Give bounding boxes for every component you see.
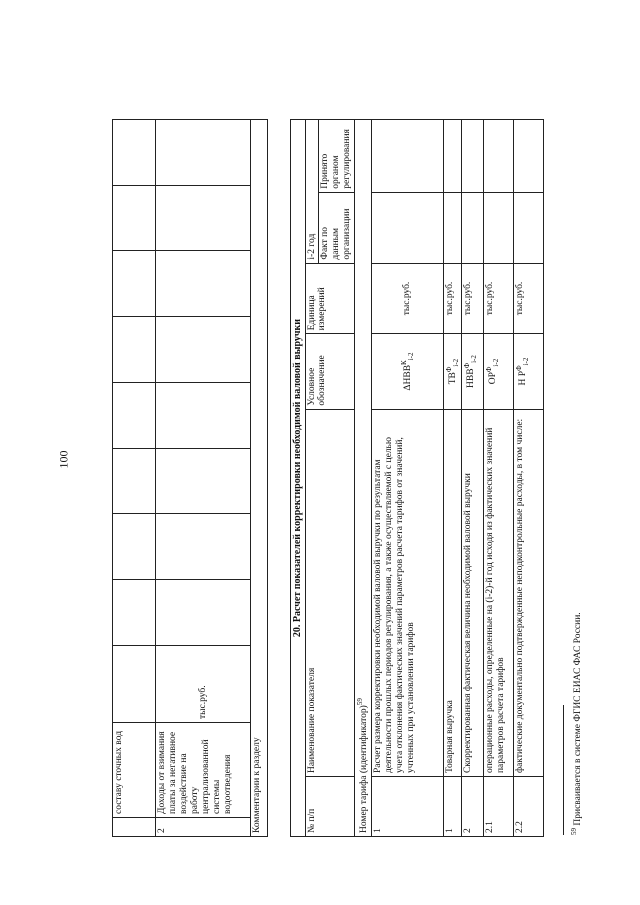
symbol-sup: Ф <box>463 362 472 369</box>
cell-unit: тыс.руб. <box>372 263 444 334</box>
cell-num: 1 <box>372 777 444 837</box>
cell-unit: тыс.руб. <box>484 263 514 334</box>
cell-name: составу сточных вод <box>113 723 156 818</box>
cell-empty <box>156 251 251 317</box>
cell-symbol <box>372 334 444 409</box>
cell-empty <box>113 448 156 514</box>
symbol-text: ОР <box>488 372 499 385</box>
symbol-sup: К <box>400 360 409 365</box>
cell-num: 2.1 <box>484 777 514 837</box>
cell-name: Расчет размера корректировки необходимой валовой выручки по результатам деятельности прошлых периодов регулирования, а также осуществляемой с целью учета отклонения фактических значений параметров расчета тарифов от значений, учтенных при установлении тарифов <box>372 409 444 776</box>
symbol-sup: Ф <box>485 366 494 373</box>
footnote-text: Присваивается в системе ФГИС ЕИАС ФАС России. <box>573 612 584 826</box>
cell-name: операционные расходы, определенные на (i-2)-й год исходя из фактических значений параметров расчета тарифов <box>484 409 514 776</box>
header-symbol: Условное обозначение <box>305 334 355 409</box>
cell-empty <box>156 185 251 251</box>
table-row <box>462 120 484 837</box>
symbol-sub: i-2 <box>452 358 461 367</box>
symbol-text: НВВ <box>466 368 477 388</box>
cell-empty <box>156 514 251 580</box>
symbol-sub: i-2 <box>492 358 501 367</box>
cell-empty <box>156 120 251 186</box>
cell-unit: тыс.руб. <box>444 263 462 334</box>
section-title: 20. Расчет показателей корректировки необходимой валовой выручки <box>291 120 306 837</box>
table-row <box>355 120 372 837</box>
symbol-sub: i-2 <box>522 357 531 366</box>
cell-num: 2 <box>462 777 484 837</box>
cell-symbol <box>484 334 514 409</box>
symbol-sup: Ф <box>445 366 454 373</box>
table-row <box>514 120 544 837</box>
correction-table <box>290 119 544 837</box>
header-fact: Факт по данным организации <box>319 192 355 263</box>
symbol-text: ТВ <box>448 372 459 385</box>
cell-empty <box>113 251 156 317</box>
cell-num: 2.2 <box>514 777 544 837</box>
cell-accepted <box>462 120 484 193</box>
cell-empty <box>113 580 156 646</box>
cell-empty <box>113 185 156 251</box>
header-name: Наименование показателя <box>305 409 355 776</box>
cell-empty <box>156 580 251 646</box>
symbol-text: Н Р <box>518 370 529 386</box>
cell-fact <box>372 192 444 263</box>
header-num: № п/п <box>305 777 355 837</box>
header-year: i-2 год <box>305 120 319 264</box>
cell-empty <box>156 383 251 449</box>
header-row <box>305 120 319 837</box>
cell-unit <box>113 646 156 723</box>
cell-num <box>113 818 156 837</box>
cell-empty <box>113 317 156 383</box>
comment-cell: Комментарии к разделу <box>251 120 268 837</box>
cell-unit: тыс.руб. <box>514 263 544 334</box>
symbol-sub: i-2 <box>470 355 479 363</box>
tariff-row <box>355 120 372 837</box>
cell-empty <box>113 383 156 449</box>
table-row <box>113 120 156 837</box>
cell-name: Доходы от взимания платы за негативное воздействие на работу централизованной системы водоотведения <box>156 723 251 818</box>
cell-accepted <box>372 120 444 193</box>
cell-unit: тыс.руб. <box>462 263 484 334</box>
cell-empty <box>113 120 156 186</box>
footnote <box>570 612 583 835</box>
cell-empty <box>156 448 251 514</box>
cell-accepted <box>484 120 514 193</box>
cell-fact <box>514 192 544 263</box>
cell-empty <box>113 514 156 580</box>
footnote-divider <box>563 705 564 835</box>
cell-symbol <box>444 334 462 409</box>
cell-accepted <box>514 120 544 193</box>
cell-fact <box>444 192 462 263</box>
table-row <box>444 120 462 837</box>
cell-num: 2 <box>156 818 251 837</box>
top-table <box>112 119 268 837</box>
cell-accepted <box>444 120 462 193</box>
header-accepted: Принято органом регулирования <box>319 120 355 193</box>
symbol-sub: i-2 <box>407 352 416 361</box>
table-row <box>291 120 306 837</box>
table-row <box>156 120 251 837</box>
cell-num: 1 <box>444 777 462 837</box>
header-unit: Единица измерений <box>305 263 355 334</box>
table-row <box>372 120 444 837</box>
cell-unit: тыс.руб. <box>156 646 251 723</box>
cell-empty <box>156 317 251 383</box>
cell-fact <box>462 192 484 263</box>
symbol-sup: Ф <box>515 365 524 371</box>
cell-name: Товарная выручка <box>444 409 462 776</box>
page-number: 100 <box>56 450 71 469</box>
cell-fact <box>484 192 514 263</box>
cell-name: Скорректированная фактическая величина необходимой валовой выручки <box>462 409 484 776</box>
footnote-mark: 59 <box>356 698 365 706</box>
cell-name: фактические документально подтвержденные неподконтрольные расходы, в том числе: <box>514 409 544 776</box>
symbol-text: ΔНВВ <box>403 364 414 391</box>
cell-symbol <box>514 334 544 409</box>
tariff-label: Номер тарифа (идентификатор) <box>359 705 370 833</box>
footnote-mark: 59 <box>570 828 578 835</box>
table-row <box>484 120 514 837</box>
cell-symbol <box>462 334 484 409</box>
table-row <box>251 120 268 837</box>
